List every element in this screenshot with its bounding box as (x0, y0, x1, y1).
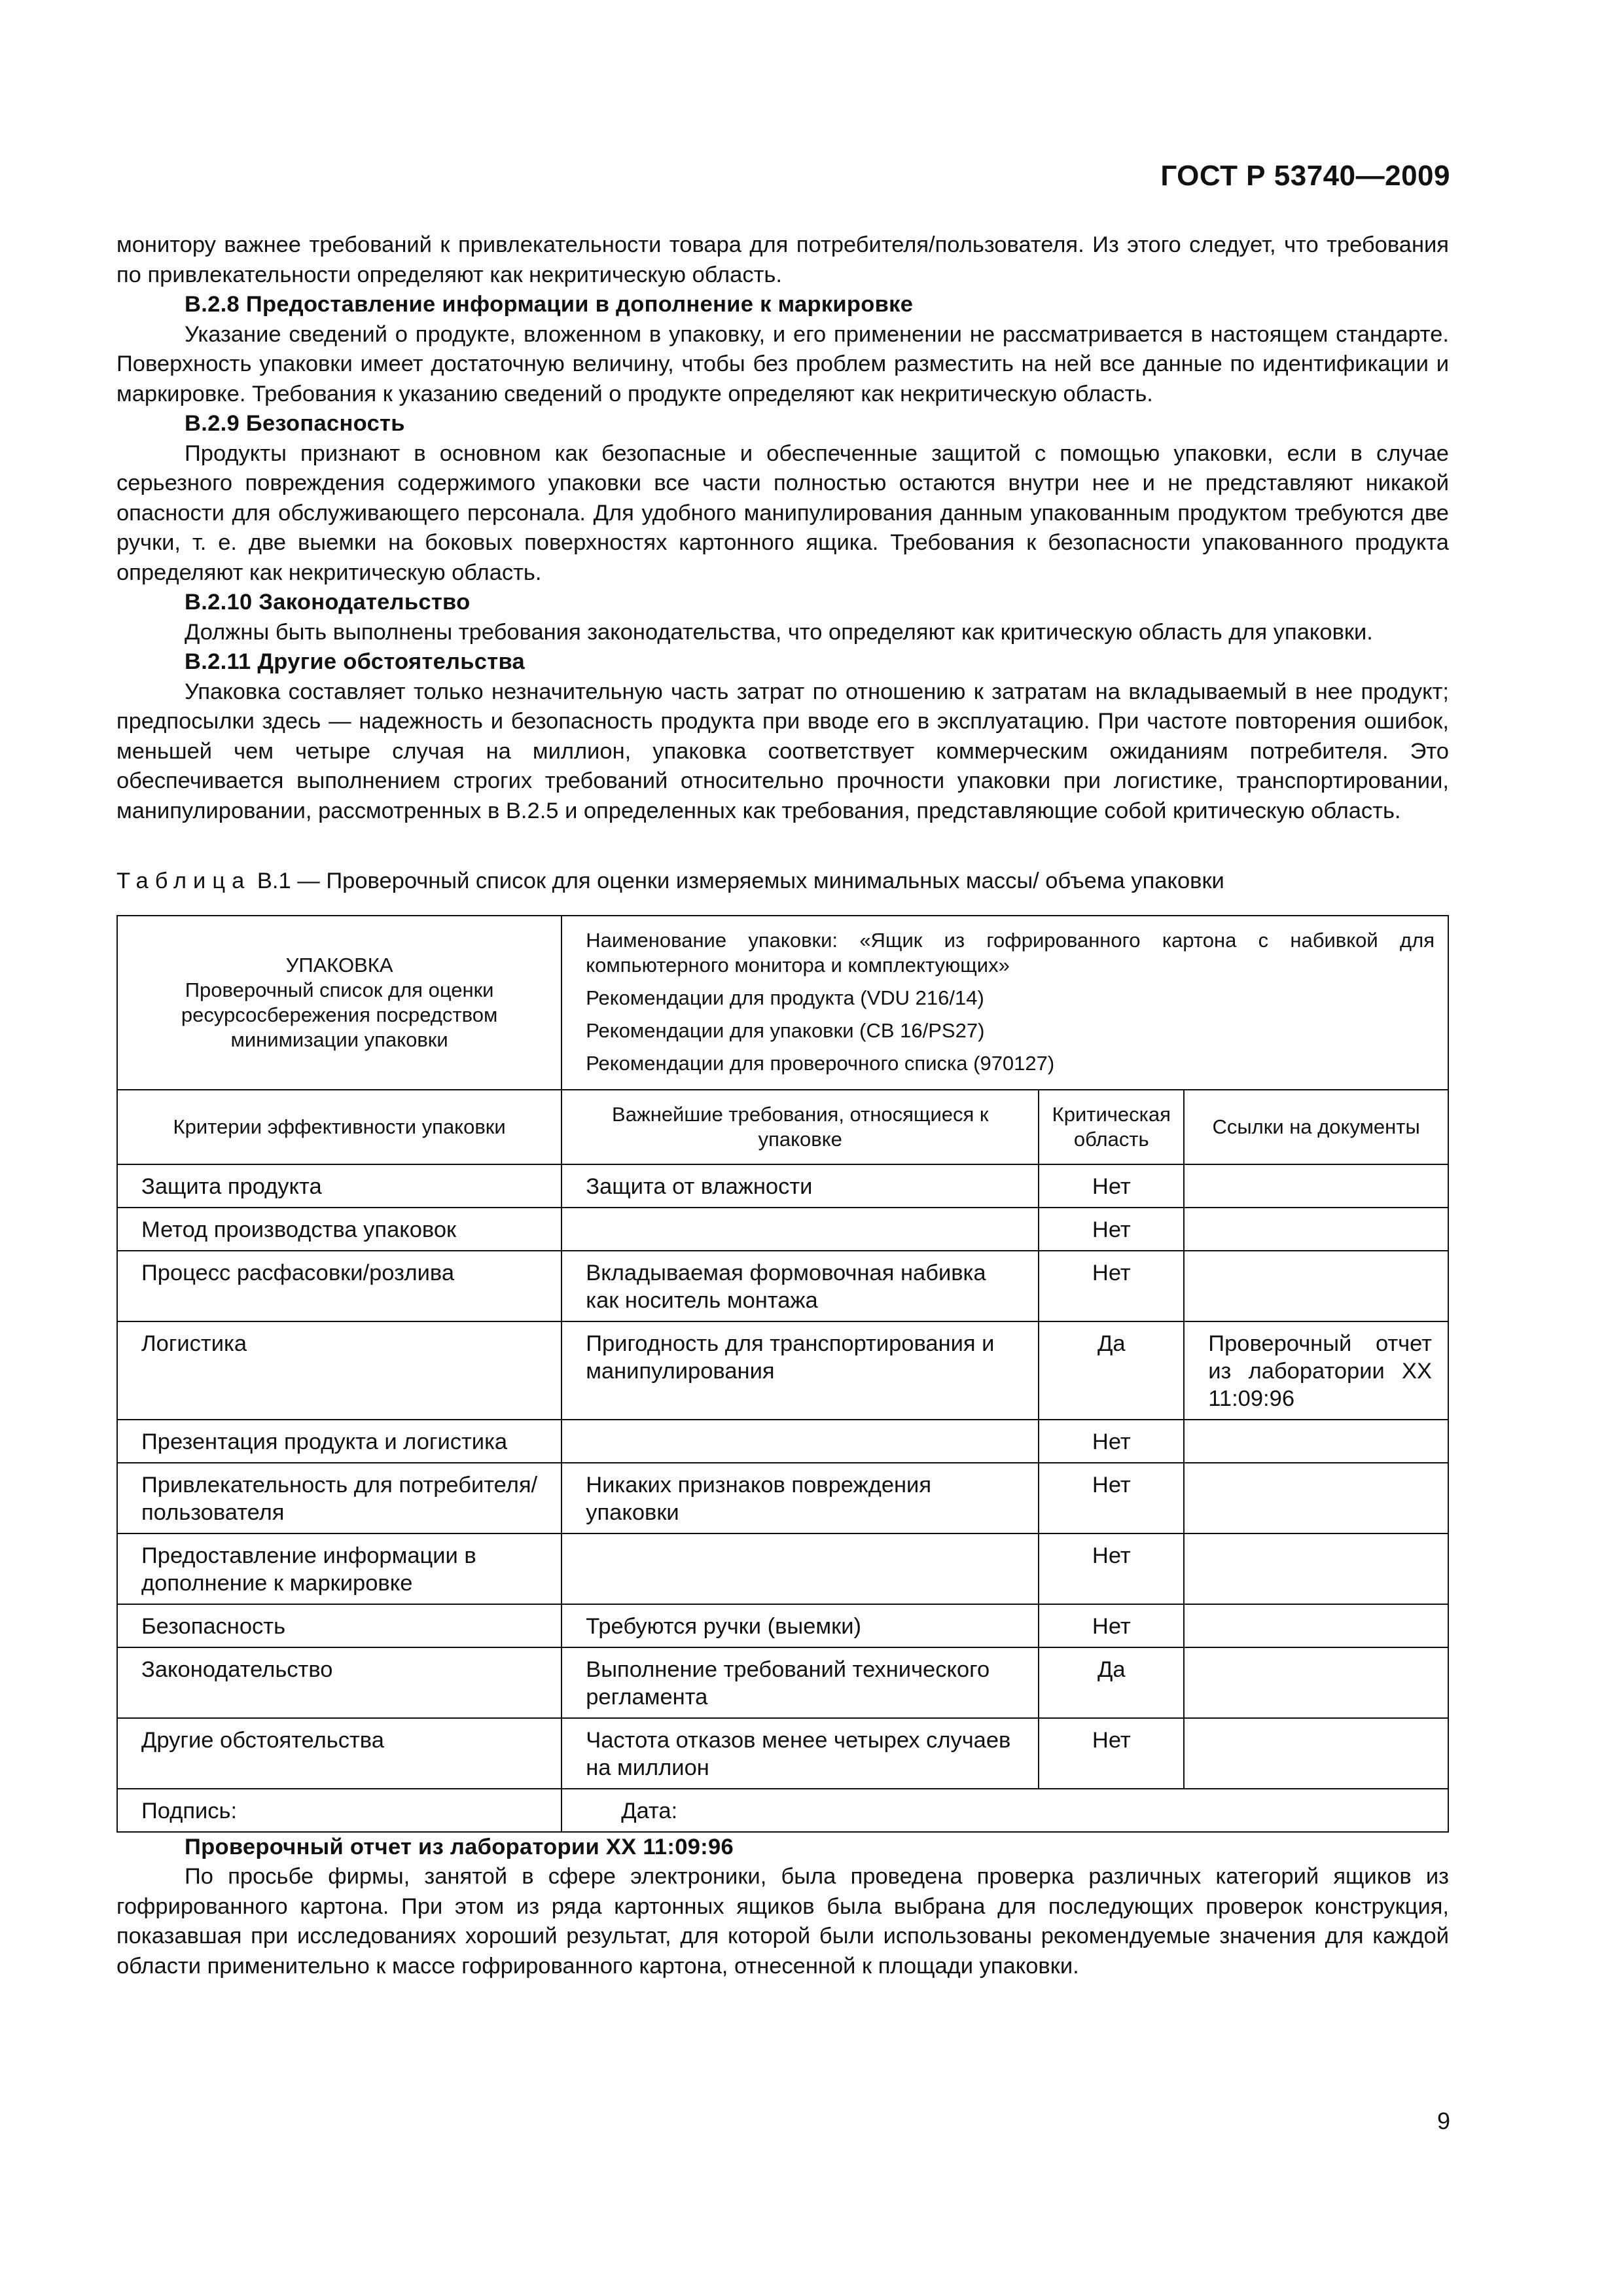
document-code-header: ГОСТ Р 53740—2009 (1160, 160, 1450, 192)
table-header-row-1 (117, 916, 1448, 1090)
table-caption-text: В.1 — Проверочный список для оценки измеряемых минимальных массы/ объема упаковки (257, 869, 1224, 893)
requirement-cell: Выполнение требований технического регламента (562, 1647, 1039, 1718)
packaging-header-subtitle: Проверочный список для оценки ресурсосбережения посредством минимизации упаковки (181, 978, 498, 1051)
section-b29-text: Продукты признают в основном как безопасные и обеспеченные защитой с помощью упаковки, если в случае серьезного повреждения содержимого упаковки все части полностью остаются внутри нее и не представляют никакой опасности для обслуживающего персонала. Для удобного манипулирования данным упакованным продуктом требуются две ручки, т. е. две выемки на боковых поверхностях картонного ящика. Требования к безопасности упакованного продукта определяют как некритическую область. (116, 440, 1449, 585)
requirement-cell: Защита от влажности (562, 1164, 1039, 1208)
report-title: Проверочный отчет из лаборатории XX 11:09:96 (185, 1834, 734, 1859)
column-header-criteria: Критерии эффективности упаковки (117, 1090, 562, 1164)
table-row (117, 1321, 1448, 1420)
reference-cell (1184, 1208, 1448, 1251)
packaging-recommendations: Рекомендации для упаковки (CB 16/PS27) (586, 1018, 985, 1042)
reference-cell (1184, 1463, 1448, 1534)
reference-cell (1184, 1251, 1448, 1321)
paragraph-continuation: монитору важнее требований к привлекательности товара для потребителя/пользователя. Из этого следует, что требования по привлекательности определяют как некритическую область. (116, 232, 1449, 287)
critical-cell: Нет (1039, 1164, 1184, 1208)
criterion-cell: Защита продукта (117, 1164, 562, 1208)
critical-cell: Нет (1039, 1604, 1184, 1647)
table-row (117, 1718, 1448, 1789)
column-header-critical: Критическая область (1039, 1090, 1184, 1164)
table-row (117, 1463, 1448, 1534)
date-label: Дата: (562, 1789, 1448, 1832)
reference-cell (1184, 1534, 1448, 1604)
criterion-cell: Процесс расфасовки/розлива (117, 1251, 562, 1321)
section-b210-title: В.2.10 Законодательство (185, 590, 471, 615)
reference-cell (1184, 1164, 1448, 1208)
table-row (117, 1604, 1448, 1647)
requirement-cell (562, 1534, 1039, 1604)
criterion-cell: Другие обстоятельства (117, 1718, 562, 1789)
column-header-requirements: Важнейшие требования, относящиеся к упаковке (562, 1090, 1039, 1164)
product-recommendations: Рекомендации для продукта (VDU 216/14) (586, 986, 984, 1009)
table-row (117, 1251, 1448, 1321)
packaging-info-cell (562, 916, 1448, 1090)
critical-cell: Да (1039, 1321, 1184, 1420)
checklist-table (116, 915, 1449, 1833)
critical-cell: Нет (1039, 1718, 1184, 1789)
table-header-row-2 (117, 1090, 1448, 1164)
requirement-cell: Никаких признаков повреждения упаковки (562, 1463, 1039, 1534)
reference-cell: Проверочный отчет из лаборатории XX 11:09:96 (1184, 1321, 1448, 1420)
critical-cell: Нет (1039, 1420, 1184, 1463)
checklist-recommendations: Рекомендации для проверочного списка (970127) (586, 1051, 1055, 1075)
reference-cell (1184, 1604, 1448, 1647)
requirement-cell (562, 1208, 1039, 1251)
requirement-cell (562, 1420, 1039, 1463)
column-header-references: Ссылки на документы (1184, 1090, 1448, 1164)
criterion-cell: Презентация продукта и логистика (117, 1420, 562, 1463)
section-b210-text: Должны быть выполнены требования законодательства, что определяют как критическую область для упаковки. (185, 619, 1373, 645)
criterion-cell: Привлекательность для потребителя/пользователя (117, 1463, 562, 1534)
document-body (116, 230, 1449, 1981)
table-row (117, 1420, 1448, 1463)
requirement-cell: Частота отказов менее четырех случаев на миллион (562, 1718, 1039, 1789)
criterion-cell: Предоставление информации в дополнение к маркировке (117, 1534, 562, 1604)
packaging-header-title: УПАКОВКА (285, 953, 393, 977)
requirement-cell: Пригодность для транспортирования и манипулирования (562, 1321, 1039, 1420)
signature-label: Подпись: (117, 1789, 562, 1832)
critical-cell: Да (1039, 1647, 1184, 1718)
table-row (117, 1534, 1448, 1604)
critical-cell: Нет (1039, 1534, 1184, 1604)
packaging-header-cell (117, 916, 562, 1090)
requirement-cell: Вкладываемая формовочная набивка как носитель монтажа (562, 1251, 1039, 1321)
requirement-cell: Требуются ручки (выемки) (562, 1604, 1039, 1647)
criterion-cell: Метод производства упаковок (117, 1208, 562, 1251)
reference-cell (1184, 1718, 1448, 1789)
critical-cell: Нет (1039, 1208, 1184, 1251)
signature-row (117, 1789, 1448, 1832)
criterion-cell: Законодательство (117, 1647, 562, 1718)
section-b28-text: Указание сведений о продукте, вложенном в упаковку, и его применении не рассматривается в настоящем стандарте. Поверхность упаковки имеет достаточную величину, чтобы без проблем разместить на ней все данные по идентификации и маркировке. Требования к указанию сведений о продукте определяют как некритическую область. (116, 321, 1449, 406)
section-b28-title: В.2.8 Предоставление информации в дополнение к маркировке (185, 292, 914, 317)
table-row (117, 1164, 1448, 1208)
section-b211-text: Упаковка составляет только незначительную часть затрат по отношению к затратам на вкладываемый в нее продукт; предпосылки здесь — надежность и безопасность продукта при вводе его в эксплуатацию. При частоте повторения ошибок, меньшей чем четыре случая на миллион, упаковка соответствует коммерческим ожиданиям потребителя. Это обеспечивается выполнением строгих требований относительно прочности упаковки при логистике, транспортировании, манипулировании, рассмотренных в В.2.5 и определенных как требования, представляющие собой критическую область. (116, 679, 1449, 823)
reference-cell (1184, 1647, 1448, 1718)
table-row (117, 1647, 1448, 1718)
critical-cell: Нет (1039, 1251, 1184, 1321)
table-caption (116, 867, 1449, 897)
section-b211-title: В.2.11 Другие обстоятельства (185, 649, 526, 674)
page-number: 9 (1436, 2108, 1450, 2134)
critical-cell: Нет (1039, 1463, 1184, 1534)
reference-cell (1184, 1420, 1448, 1463)
table-caption-word: Таблица (116, 869, 251, 893)
report-text: По просьбе фирмы, занятой в сфере электроники, была проведена проверка различных категорий ящиков из гофрированного картона. При этом из ряда картонных ящиков была выбрана для последующих проверок конструкция, показавшая при исследованиях хороший результат, для которой были использованы рекомендуемые значения для каждой области применительно к массе гофрированного картона, отнесенной к площади упаковки. (116, 1864, 1449, 1979)
criterion-cell: Логистика (117, 1321, 562, 1420)
criterion-cell: Безопасность (117, 1604, 562, 1647)
packaging-name: Наименование упаковки: «Ящик из гофрированного картона с набивкой для компьютерного монитора и комплектующих» (586, 928, 1435, 977)
table-row (117, 1208, 1448, 1251)
section-b29-title: В.2.9 Безопасность (185, 411, 405, 436)
